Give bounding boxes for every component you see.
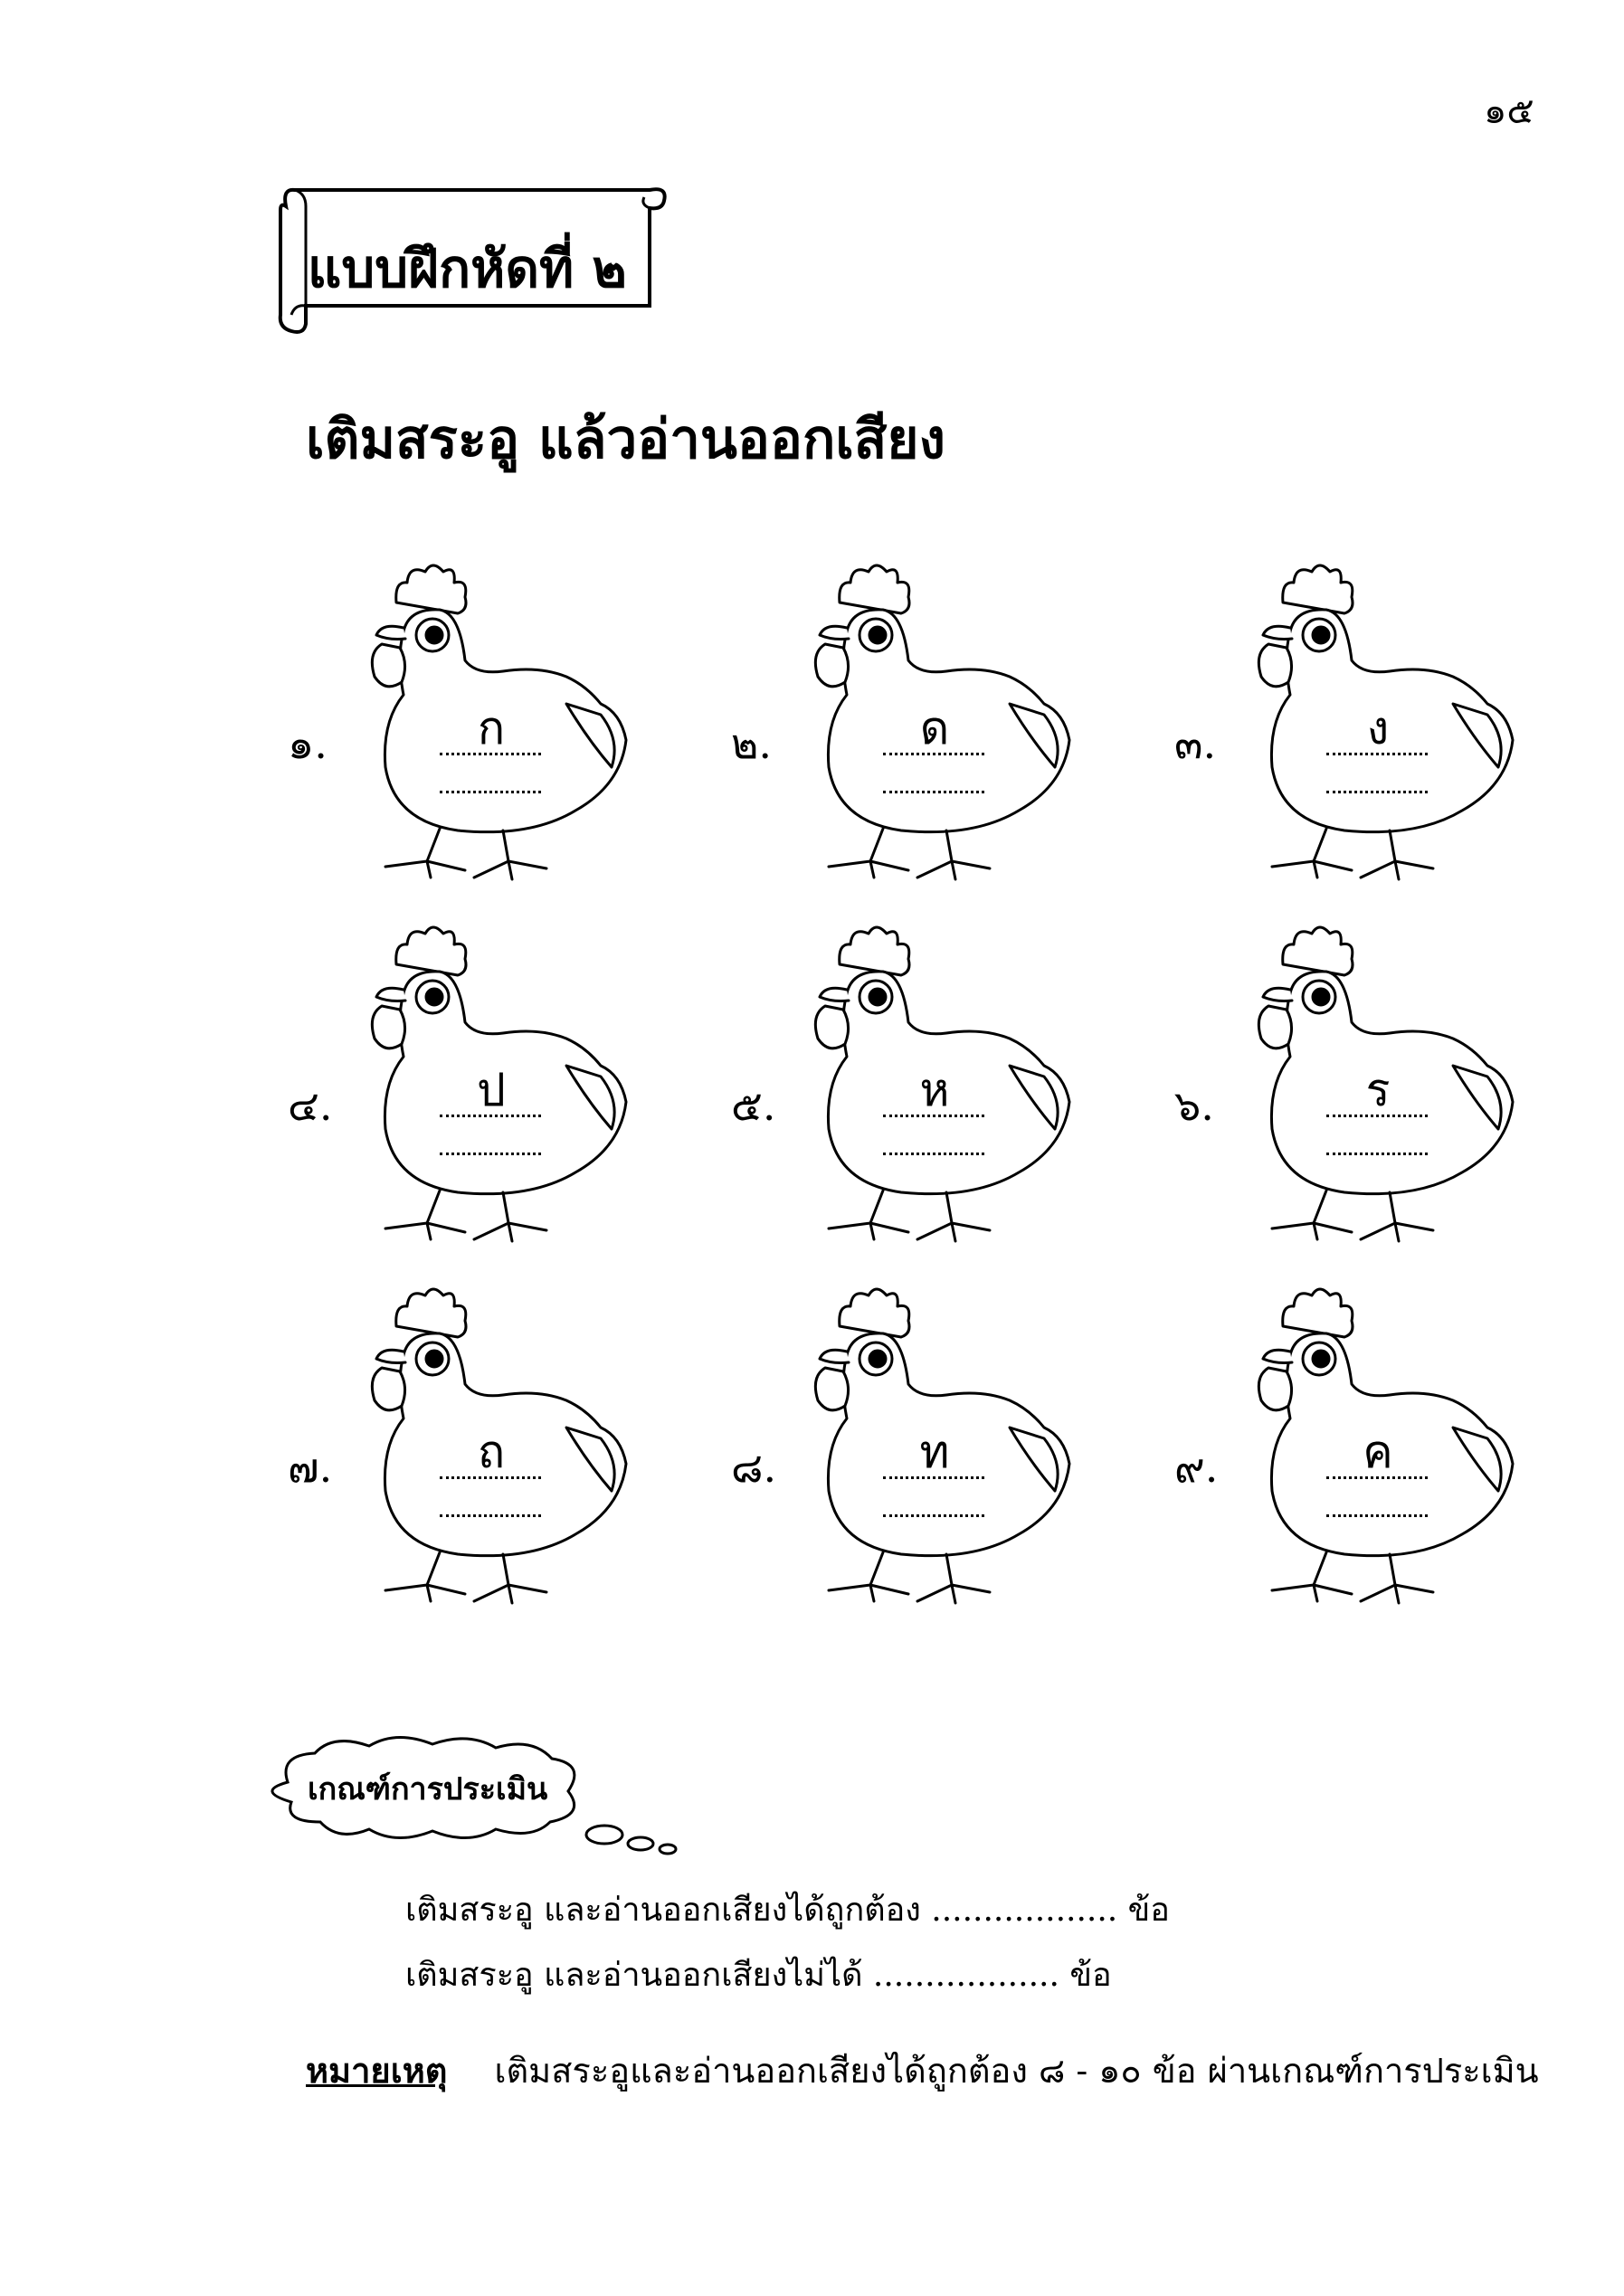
exercise-number: ๙.	[1174, 1443, 1219, 1492]
answer-line[interactable]	[883, 1115, 984, 1117]
exercise-number: ๒.	[731, 719, 772, 768]
exercise-title: แบบฝึกหัดที่ ๒	[308, 238, 627, 299]
exercise-item	[1174, 1283, 1600, 1618]
answer-line[interactable]	[1326, 1153, 1428, 1155]
answer-line[interactable]	[883, 791, 984, 793]
note-text: เติมสระอูและอ่านออกเสียงได้ถูกต้อง ๘ - ๑๐ ข้อ ผ่านเกณฑ์การประเมิน	[494, 2051, 1539, 2091]
answer-line[interactable]	[1326, 1514, 1428, 1517]
exercise-item	[288, 921, 713, 1256]
answer-line[interactable]	[883, 1476, 984, 1479]
instruction-heading: เติมสระอู แล้วอ่านออกเสียง	[306, 408, 945, 471]
answer-line[interactable]	[1326, 753, 1428, 755]
answer-line[interactable]	[883, 753, 984, 755]
criteria-incorrect: เติมสระอู และอ่านออกเสียงไม่ได้ .................. ข้อ	[405, 1957, 1112, 1994]
note	[306, 2043, 1539, 2098]
consonant-letter: ป	[477, 1064, 506, 1116]
answer-line[interactable]	[440, 1115, 541, 1117]
answer-line[interactable]	[440, 753, 541, 755]
criteria-cloud	[252, 1728, 722, 1864]
exercise-item	[731, 921, 1156, 1256]
exercise-number: ๔.	[288, 1081, 333, 1130]
answer-line[interactable]	[1326, 1115, 1428, 1117]
answer-line[interactable]	[883, 1153, 984, 1155]
consonant-letter: ร	[1365, 1064, 1391, 1116]
consonant-letter: ก	[477, 702, 506, 754]
consonant-letter: ท	[919, 1426, 950, 1478]
exercise-number: ๓.	[1174, 719, 1217, 768]
consonant-letter: ง	[1366, 702, 1390, 754]
answer-line[interactable]	[440, 791, 541, 793]
page-number: ๑๕	[1484, 90, 1534, 132]
exercise-item	[731, 559, 1156, 894]
criteria-label: เกณฑ์การประเมิน	[308, 1771, 548, 1807]
answer-line[interactable]	[883, 1514, 984, 1517]
exercise-item	[1174, 559, 1600, 894]
consonant-letter: ค	[1363, 1426, 1393, 1478]
consonant-letter: ห	[919, 1064, 950, 1116]
answer-line[interactable]	[440, 1476, 541, 1479]
note-label: หมายเหตุ	[306, 2050, 448, 2091]
exercise-number: ๗.	[288, 1443, 333, 1492]
exercise-number: ๖.	[1174, 1081, 1214, 1130]
exercise-number: ๕.	[731, 1081, 776, 1130]
consonant-letter: ถ	[477, 1426, 506, 1478]
exercise-title-banner	[270, 179, 677, 335]
answer-line[interactable]	[1326, 1476, 1428, 1479]
answer-line[interactable]	[1326, 791, 1428, 793]
answer-line[interactable]	[440, 1514, 541, 1517]
answer-line[interactable]	[440, 1153, 541, 1155]
exercise-number: ๘.	[731, 1443, 777, 1492]
consonant-letter: ด	[919, 702, 950, 754]
exercise-item	[731, 1283, 1156, 1618]
criteria-correct: เติมสระอู และอ่านออกเสียงได้ถูกต้อง .................. ข้อ	[405, 1892, 1170, 1929]
exercise-number: ๑.	[288, 719, 328, 768]
exercise-item	[1174, 921, 1600, 1256]
exercise-item	[288, 1283, 713, 1618]
exercise-item	[288, 559, 713, 894]
